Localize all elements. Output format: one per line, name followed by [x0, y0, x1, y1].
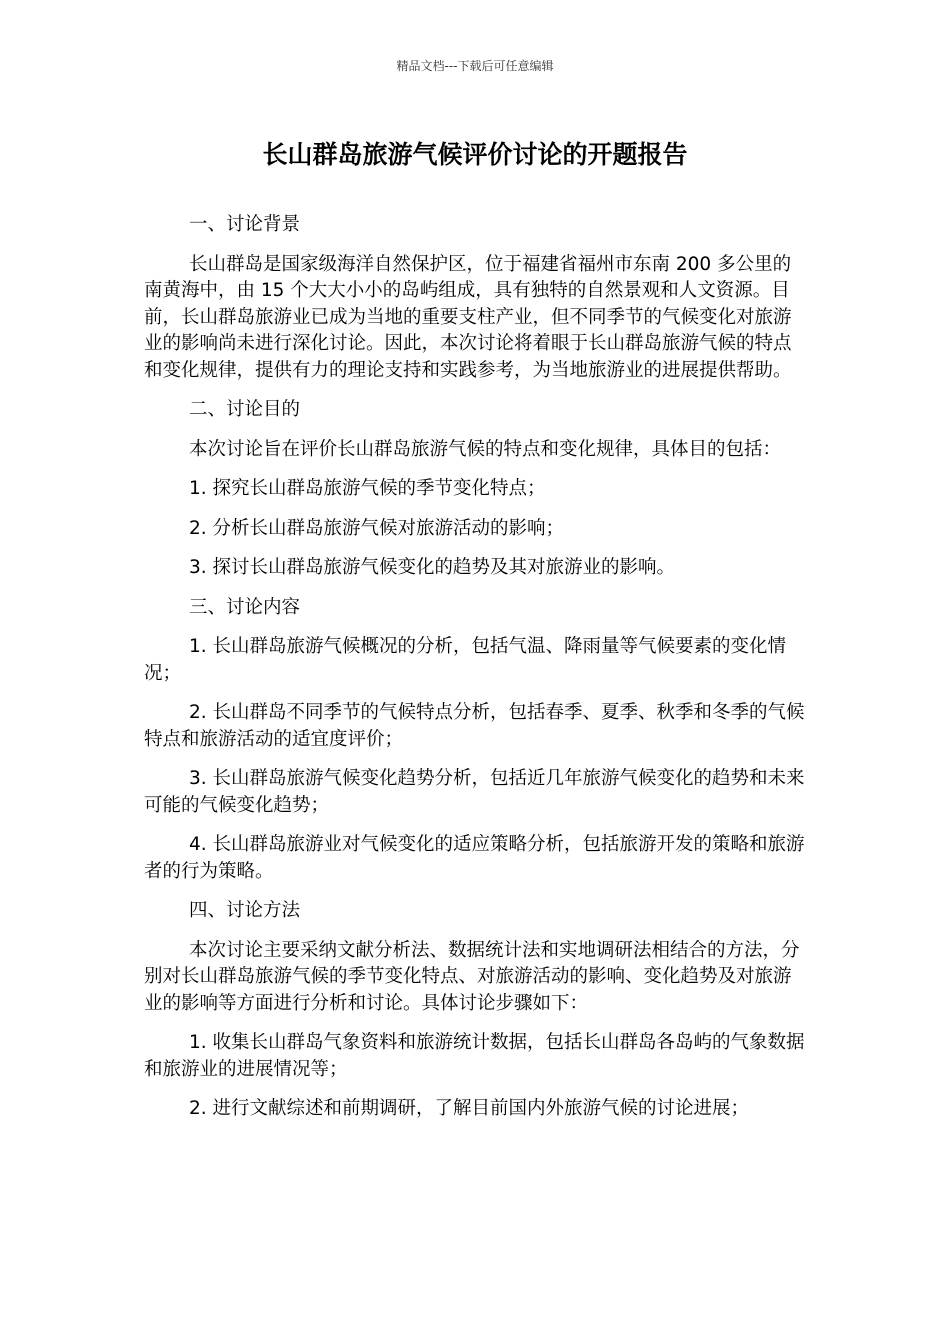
document-title: 长山群岛旅游气候评价讨论的开题报告 — [262, 140, 688, 169]
section-heading-background: 一、讨论背景 — [189, 214, 301, 235]
document-body — [144, 212, 808, 1136]
list-item-content-4: 4. 长山群岛旅游业对气候变化的适应策略分析，包括旅游开发的策略和旅游者的行为策略。 — [144, 834, 805, 882]
list-item-content-3: 3. 长山群岛旅游气候变化趋势分析，包括近几年旅游气候变化的趋势和未来可能的气候变化趋势； — [144, 768, 805, 816]
list-item-purpose-1: 1. 探究长山群岛旅游气候的季节变化特点； — [189, 478, 546, 499]
list-item-purpose-2: 2. 分析长山群岛旅游气候对旅游活动的影响； — [189, 517, 565, 539]
paragraph-purpose-intro: 本次讨论旨在评价长山群岛旅游气候的特点和变化规律，具体目的包括： — [189, 438, 782, 460]
list-item-content-2: 2. 长山群岛不同季节的气候特点分析，包括春季、夏季、秋季和冬季的气候特点和旅游活动的适宜度评价； — [144, 702, 805, 750]
paragraph-method: 本次讨论主要采纳文献分析法、数据统计法和实地调研法相结合的方法，分别对长山群岛旅游气候的季节变化特点、对旅游活动的影响、变化趋势及对旅游业的影响等方面进行分析和讨论。具体讨论步骤如下： — [144, 939, 800, 1014]
list-item-purpose-3: 3. 探讨长山群岛旅游气候变化的趋势及其对旅游业的影响。 — [189, 557, 676, 578]
paragraph-background: 长山群岛是国家级海洋自然保护区，位于福建省福州市东南 200 多公里的南黄海中，由 15 个大大小小的岛屿组成，具有独特的自然景观和人文资源。目前，长山群岛旅游业已成为当地的重要支柱产业，但不同季节的气候变化对旅游业的影响尚未进行深化讨论。因此，本次讨论将着眼于长山群岛旅游气候的特点和变化规律，提供有力的理论支持和实践参考，为当地旅游业的进展提供帮助。 — [144, 253, 792, 381]
list-item-method-2: 2. 进行文献综述和前期调研，了解目前国内外旅游气候的讨论进展； — [189, 1098, 750, 1119]
section-heading-purpose: 二、讨论目的 — [189, 399, 301, 420]
section-heading-content: 三、讨论内容 — [189, 596, 301, 618]
section-heading-method: 四、讨论方法 — [189, 900, 301, 921]
list-item-content-1: 1. 长山群岛旅游气候概况的分析，包括气温、降雨量等气候要素的变化情况； — [144, 636, 787, 684]
list-item-method-1: 1. 收集长山群岛气象资料和旅游统计数据，包括长山群岛各岛屿的气象数据和旅游业的进展情况等； — [144, 1032, 805, 1080]
page-header: 精品文档---下载后可任意编辑 — [396, 59, 554, 73]
